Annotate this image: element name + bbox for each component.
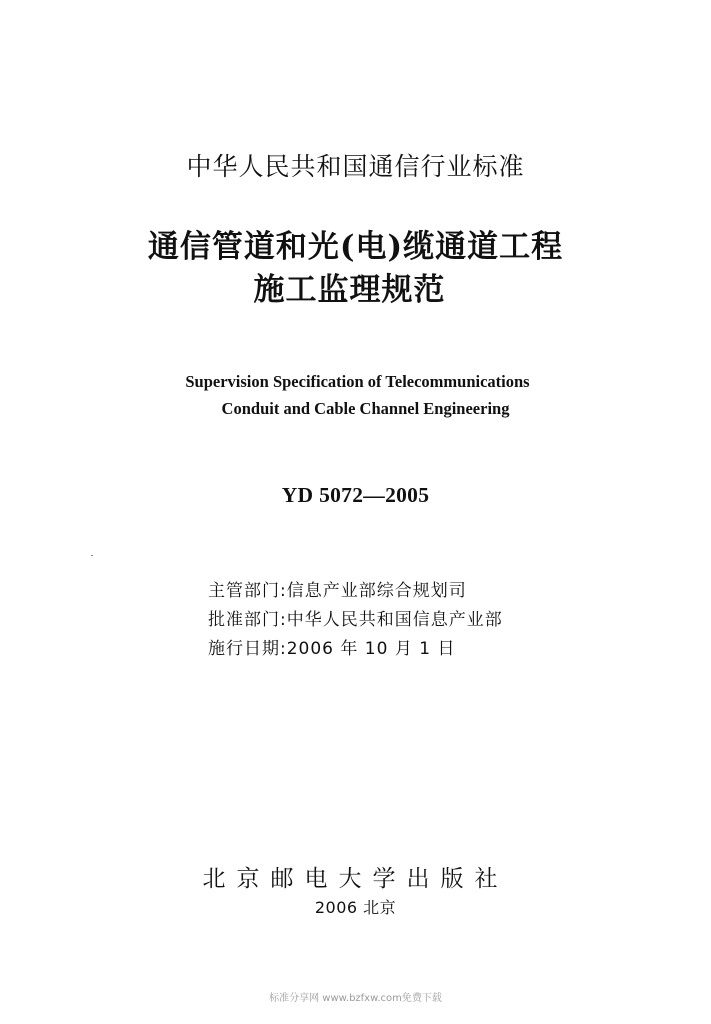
website-watermark: 标准分享网 www.bzfxw.com免费下载 <box>269 993 442 1004</box>
document-title-cn-line2: 施工监理规范 <box>253 272 446 308</box>
document-title-cn-line1: 通信管道和光(电)缆通道工程 <box>147 229 564 265</box>
approval-department: 批准部门:中华人民共和国信息产业部 <box>208 610 503 630</box>
effective-date: 施行日期:2006 年 10 月 1 日 <box>208 639 456 659</box>
publisher-name: 北京邮电大学出版社 <box>202 866 509 892</box>
standard-code: YD 5072—2005 <box>281 483 430 507</box>
document-title-en-line2: Conduit and Cable Channel Engineering <box>221 399 510 418</box>
publication-year-place: 2006 北京 <box>314 898 397 917</box>
responsible-department: 主管部门:信息产业部综合规划司 <box>208 581 467 601</box>
document-title-en-line1: Supervision Specification of Telecommunications <box>185 372 530 391</box>
scan-speck <box>91 555 93 556</box>
industry-standard-heading: 中华人民共和国通信行业标准 <box>186 152 525 181</box>
